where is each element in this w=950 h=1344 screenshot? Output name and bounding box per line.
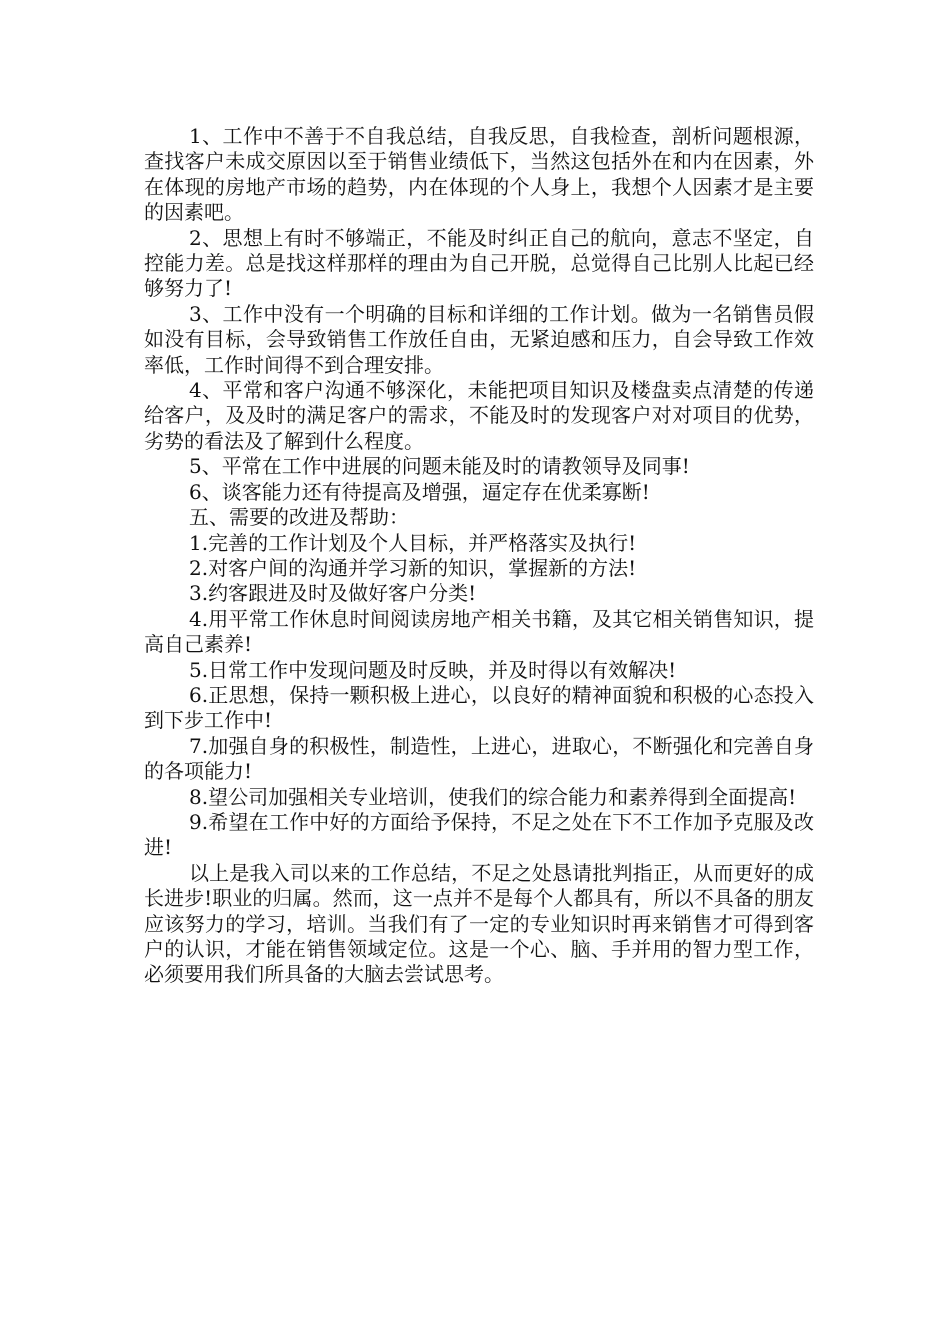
closing-paragraph: 以上是我入司以来的工作总结，不足之处恳请批判指正，从而更好的成长进步!职业的归属。然而，这一点并不是每个人都具有，所以不具备的朋友应该努力的学习，培训。当我们有了一定的专业知识时再来销售才可得到客户的认识，才能在销售领域定位。这是一个心、脑、手并用的智力型工作，必须要用我们所具备的大脑去尝试思考。 bbox=[144, 860, 814, 987]
improvement-item-8: 8.望公司加强相关专业培训，使我们的综合能力和素养得到全面提高! bbox=[189, 784, 797, 809]
improvement-item-9: 9.希望在工作中好的方面给予保持，不足之处在下不工作加予克服及改进! bbox=[144, 809, 814, 860]
section-heading-improvements: 五、需要的改进及帮助： bbox=[189, 505, 409, 530]
improvement-item-1: 1.完善的工作计划及个人目标，并严格落实及执行! bbox=[189, 530, 637, 555]
paragraph-item-3: 3、工作中没有一个明确的目标和详细的工作计划。做为一名销售员假如没有目标，会导致销售工作放任自由，无紧迫感和压力，自会导致工作效率低，工作时间得不到合理安排。 bbox=[144, 301, 814, 377]
improvement-item-2: 2.对客户间的沟通并学习新的知识，掌握新的方法! bbox=[189, 555, 637, 580]
paragraph-item-2: 2、思想上有时不够端正，不能及时纠正自己的航向，意志不坚定，自控能力差。总是找这样那样的理由为自己开脱，总觉得自己比别人比起已经够努力了! bbox=[144, 225, 814, 301]
improvement-item-4: 4.用平常工作休息时间阅读房地产相关书籍，及其它相关销售知识，提高自己素养! bbox=[144, 606, 814, 657]
improvement-item-5: 5.日常工作中发现问题及时反映，并及时得以有效解决! bbox=[189, 657, 677, 682]
improvement-item-6: 6.正思想，保持一颗积极上进心，以良好的精神面貌和积极的心态投入到下步工作中! bbox=[144, 682, 814, 733]
paragraph-item-4: 4、平常和客户沟通不够深化，未能把项目知识及楼盘卖点清楚的传递给客户，及及时的满足客户的需求，不能及时的发现客户对对项目的优势，劣势的看法及了解到什么程度。 bbox=[144, 378, 814, 453]
improvement-item-3: 3.约客跟进及时及做好客户分类! bbox=[189, 581, 477, 606]
paragraph-item-5: 5、平常在工作中进展的问题未能及时的请教领导及同事! bbox=[189, 454, 690, 479]
document-body bbox=[144, 124, 814, 988]
paragraph-item-1: 1、工作中不善于不自我总结，自我反思，自我检查，剖析问题根源，查找客户未成交原因以至于销售业绩低下，当然这包括外在和内在因素，外在体现的房地产市场的趋势，内在体现的个人身上，我想个人因素才是主要的因素吧。 bbox=[144, 124, 814, 225]
improvement-item-7: 7.加强自身的积极性，制造性，上进心，进取心，不断强化和完善自身的各项能力! bbox=[144, 733, 814, 784]
paragraph-item-6: 6、谈客能力还有待提高及增强，逼定存在优柔寡断! bbox=[189, 479, 650, 504]
